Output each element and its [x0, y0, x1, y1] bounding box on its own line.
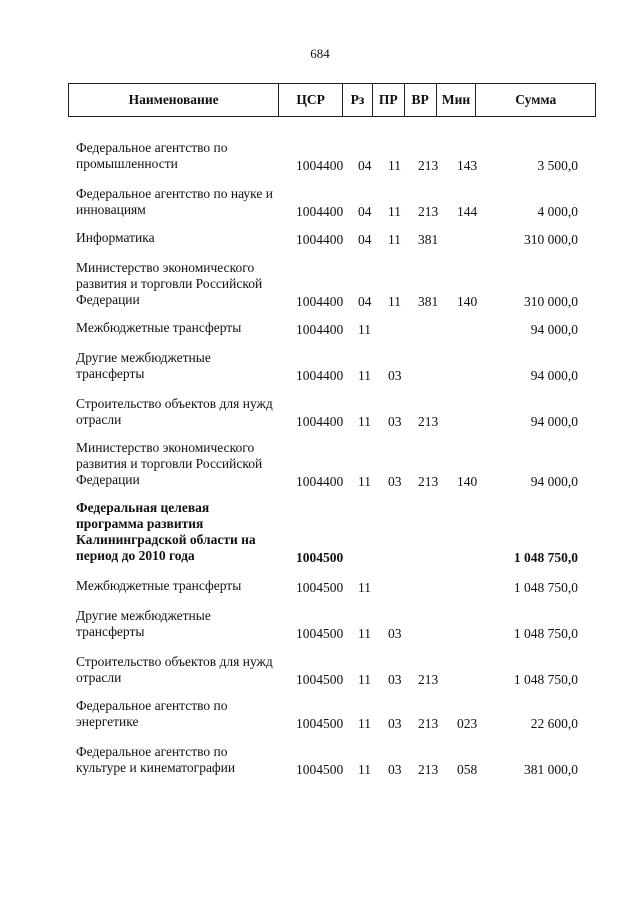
row-vr: 213	[418, 414, 439, 429]
row-csr: 1004500	[296, 762, 344, 777]
row-min: 058	[457, 762, 478, 777]
row-sum: 1 048 750,0	[513, 550, 578, 565]
row-name: Федеральное агентство по энергетике	[76, 698, 228, 729]
row-sum: 310 000,0	[524, 294, 578, 309]
row-pr: 03	[388, 716, 402, 731]
row-sum: 1 048 750,0	[513, 626, 578, 641]
row-vr: 213	[418, 158, 439, 173]
row-pr: 03	[388, 672, 402, 687]
row-name: Федеральное агентство по науке и инновациям	[76, 186, 273, 217]
row-min: 144	[457, 204, 478, 219]
row-rz: 04	[358, 158, 372, 173]
row-rz: 04	[358, 204, 372, 219]
row-name: Министерство экономического развития и торговли Российской Федерации	[76, 260, 263, 307]
row-sum: 3 500,0	[537, 158, 578, 173]
row-rz: 04	[358, 294, 372, 309]
row-vr: 213	[418, 474, 439, 489]
row-sum: 94 000,0	[530, 368, 578, 383]
header-rz: Рз	[342, 84, 372, 116]
row-sum: 381 000,0	[524, 762, 578, 777]
row-rz: 11	[358, 580, 371, 595]
row-sum: 22 600,0	[530, 716, 578, 731]
row-vr: 213	[418, 762, 439, 777]
row-pr: 03	[388, 626, 402, 641]
row-min: 023	[457, 716, 478, 731]
row-sum: 1 048 750,0	[513, 672, 578, 687]
row-vr: 381	[418, 232, 439, 247]
row-pr: 11	[388, 232, 401, 247]
row-csr: 1004400	[296, 232, 344, 247]
row-pr: 11	[388, 294, 401, 309]
row-name: Информатика	[76, 230, 155, 245]
table-header	[68, 83, 596, 117]
row-min: 140	[457, 294, 478, 309]
row-pr: 11	[388, 204, 401, 219]
row-rz: 11	[358, 762, 371, 777]
row-pr: 03	[388, 474, 402, 489]
row-name: Другие межбюджетные трансферты	[76, 608, 211, 639]
header-min: Мин	[436, 84, 476, 116]
row-sum: 94 000,0	[530, 414, 578, 429]
row-name: Министерство экономического развития и торговли Российской Федерации	[76, 440, 263, 487]
row-min: 143	[457, 158, 478, 173]
row-min: 140	[457, 474, 478, 489]
row-rz: 04	[358, 232, 372, 247]
row-pr: 03	[388, 414, 402, 429]
row-csr: 1004500	[296, 550, 344, 565]
row-sum: 4 000,0	[537, 204, 578, 219]
row-sum: 310 000,0	[524, 232, 578, 247]
row-rz: 11	[358, 626, 371, 641]
row-name: Другие межбюджетные трансферты	[76, 350, 211, 381]
page-number: 684	[310, 46, 330, 61]
row-csr: 1004500	[296, 580, 344, 595]
row-name: Межбюджетные трансферты	[76, 578, 242, 593]
row-vr: 213	[418, 716, 439, 731]
row-name: Федеральное агентство по культуре и кинематографии	[76, 744, 236, 775]
header-sum: Сумма	[475, 84, 595, 116]
header-pr: ПР	[372, 84, 404, 116]
row-pr: 03	[388, 368, 402, 383]
header-name: Наименование	[128, 92, 219, 107]
row-name: Строительство объектов для нужд отрасли	[76, 654, 273, 685]
row-name: Строительство объектов для нужд отрасли	[76, 396, 273, 427]
row-rz: 11	[358, 414, 371, 429]
row-sum: 94 000,0	[530, 322, 578, 337]
row-rz: 11	[358, 672, 371, 687]
row-name: Федеральная целевая программа развития Калининградской области на период до 2010 года	[76, 500, 256, 563]
row-sum: 94 000,0	[530, 474, 578, 489]
header-csr: ЦСР	[278, 84, 342, 116]
row-csr: 1004400	[296, 368, 344, 383]
row-csr: 1004500	[296, 626, 344, 641]
row-vr: 213	[418, 204, 439, 219]
row-csr: 1004400	[296, 294, 344, 309]
row-rz: 11	[358, 716, 371, 731]
row-csr: 1004400	[296, 322, 344, 337]
row-rz: 11	[358, 322, 371, 337]
row-pr: 11	[388, 158, 401, 173]
row-vr: 213	[418, 672, 439, 687]
row-name: Федеральное агентство по промышленности	[76, 140, 228, 171]
row-rz: 11	[358, 368, 371, 383]
row-csr: 1004400	[296, 414, 344, 429]
row-vr: 381	[418, 294, 439, 309]
row-name: Межбюджетные трансферты	[76, 320, 242, 335]
row-csr: 1004400	[296, 474, 344, 489]
row-csr: 1004500	[296, 716, 344, 731]
row-pr: 03	[388, 762, 402, 777]
row-csr: 1004400	[296, 158, 344, 173]
header-vr: ВР	[404, 84, 436, 116]
row-sum: 1 048 750,0	[513, 580, 578, 595]
row-rz: 11	[358, 474, 371, 489]
row-csr: 1004500	[296, 672, 344, 687]
row-csr: 1004400	[296, 204, 344, 219]
